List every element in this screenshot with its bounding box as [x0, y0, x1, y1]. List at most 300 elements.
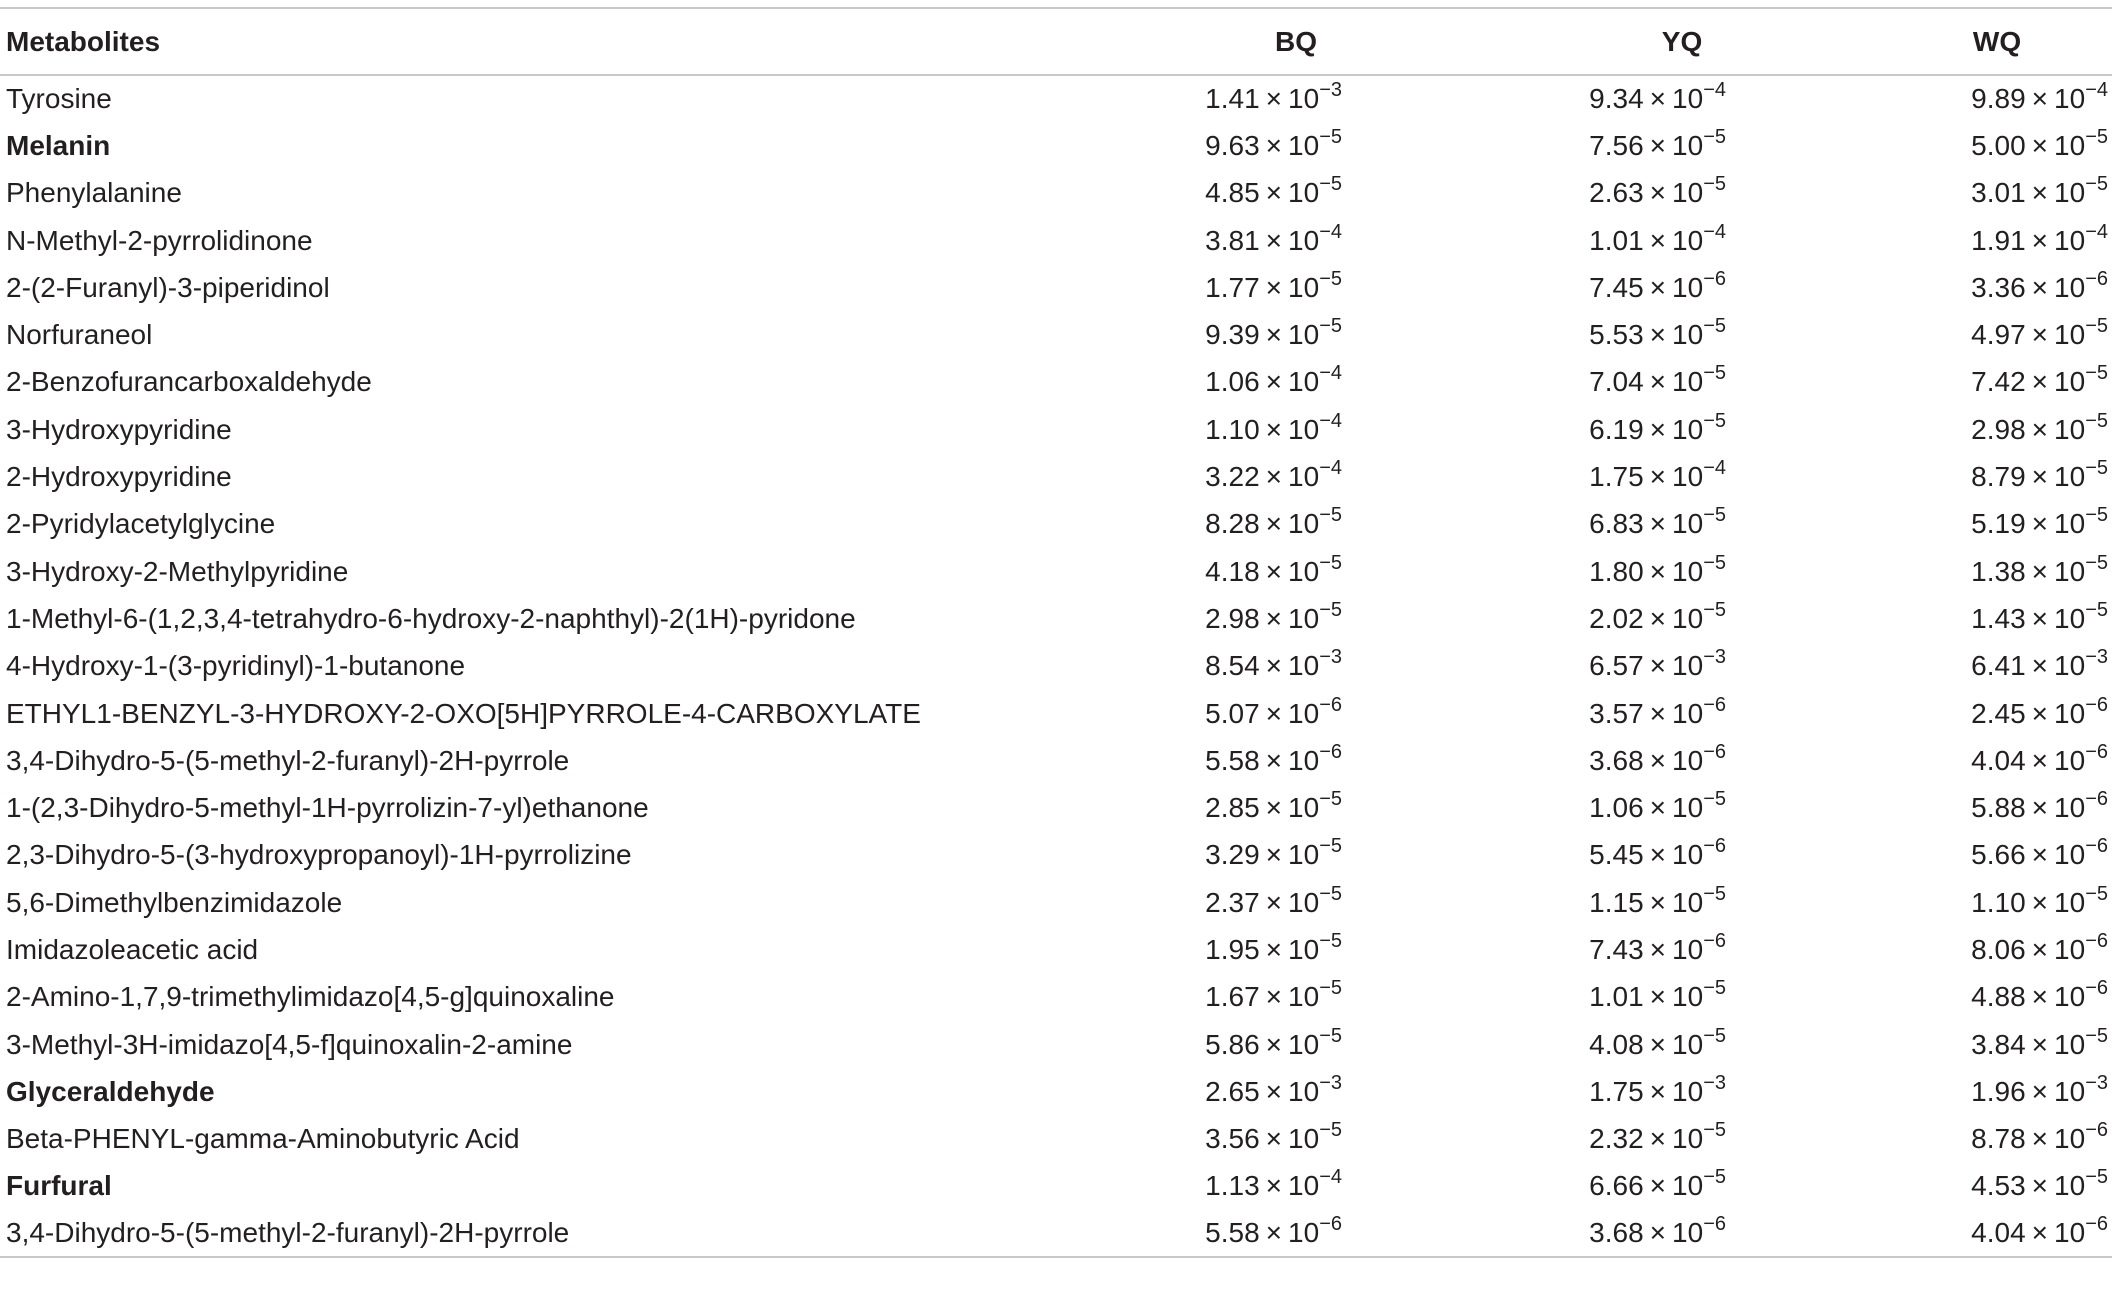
power-base: 10 [1288, 839, 1320, 871]
mantissa: 8.54 [1205, 650, 1260, 682]
table-row [0, 1210, 2112, 1257]
exponent: −5 [2085, 1024, 2108, 1047]
exponent: −3 [1319, 1071, 1342, 1094]
times-symbol: × [2031, 744, 2049, 776]
times-symbol: × [1649, 650, 1667, 682]
value-cell-bq [1110, 359, 1482, 406]
table-row [0, 1163, 2112, 1210]
times-symbol: × [1265, 177, 1283, 209]
times-symbol: × [2031, 129, 2049, 161]
metabolite-name: Norfuraneol [6, 319, 153, 351]
exponent: −5 [2085, 1166, 2108, 1189]
table-row [0, 879, 2112, 926]
mantissa: 1.38 [1971, 555, 2026, 587]
exponent: −5 [2085, 457, 2108, 480]
value-cell-wq [1882, 1210, 2112, 1257]
power-base: 10 [1672, 366, 1704, 398]
mantissa: 7.56 [1589, 129, 1644, 161]
mantissa: 6.19 [1589, 413, 1644, 445]
times-symbol: × [2031, 602, 2049, 634]
table-row [0, 784, 2112, 831]
value-cell-wq [1882, 1163, 2112, 1210]
times-symbol: × [1649, 1028, 1667, 1060]
times-symbol: × [1649, 602, 1667, 634]
metabolite-name: Tyrosine [6, 83, 112, 115]
mantissa: 4.08 [1589, 1028, 1644, 1060]
value-cell-wq [1882, 737, 2112, 784]
exponent: −4 [1703, 79, 1726, 102]
table-row [0, 974, 2112, 1021]
value-cell-bq [1110, 974, 1482, 1021]
times-symbol: × [1265, 1217, 1283, 1249]
value-cell-yq [1482, 643, 1882, 690]
power-base: 10 [2054, 1123, 2086, 1155]
power-base: 10 [1288, 650, 1320, 682]
times-symbol: × [1649, 744, 1667, 776]
times-symbol: × [1649, 224, 1667, 256]
value-cell-bq [1110, 595, 1482, 642]
mantissa: 2.98 [1205, 602, 1260, 634]
table-row [0, 264, 2112, 311]
power-base: 10 [1672, 744, 1704, 776]
times-symbol: × [1265, 366, 1283, 398]
exponent: −6 [2085, 740, 2108, 763]
exponent: −5 [1319, 551, 1342, 574]
exponent: −5 [2085, 362, 2108, 385]
exponent: −3 [1319, 79, 1342, 102]
metabolite-name: 3,4-Dihydro-5-(5-methyl-2-furanyl)-2H-pyrrole [6, 744, 570, 776]
times-symbol: × [1649, 508, 1667, 540]
mantissa: 3.36 [1971, 271, 2026, 303]
value-cell-yq [1482, 170, 1882, 217]
power-base: 10 [1288, 271, 1320, 303]
mantissa: 4.04 [1971, 744, 2026, 776]
exponent: −6 [2085, 977, 2108, 1000]
exponent: −4 [1319, 457, 1342, 480]
power-base: 10 [2054, 177, 2086, 209]
mantissa: 2.98 [1971, 413, 2026, 445]
times-symbol: × [1265, 886, 1283, 918]
exponent: −6 [2085, 929, 2108, 952]
value-cell-bq [1110, 926, 1482, 973]
value-cell-bq [1110, 1068, 1482, 1115]
exponent: −5 [2085, 315, 2108, 338]
mantissa: 1.75 [1589, 461, 1644, 493]
exponent: −3 [2085, 646, 2108, 669]
times-symbol: × [1649, 933, 1667, 965]
mantissa: 1.13 [1205, 1170, 1260, 1202]
value-cell-wq [1882, 406, 2112, 453]
times-symbol: × [1265, 1075, 1283, 1107]
power-base: 10 [2054, 1028, 2086, 1060]
mantissa: 1.15 [1589, 886, 1644, 918]
mantissa: 3.84 [1971, 1028, 2026, 1060]
power-base: 10 [2054, 413, 2086, 445]
mantissa: 5.86 [1205, 1028, 1260, 1060]
power-base: 10 [1288, 981, 1320, 1013]
mantissa: 8.79 [1971, 461, 2026, 493]
power-base: 10 [2054, 366, 2086, 398]
value-cell-yq [1482, 879, 1882, 926]
exponent: −6 [2085, 693, 2108, 716]
mantissa: 3.22 [1205, 461, 1260, 493]
times-symbol: × [2031, 461, 2049, 493]
times-symbol: × [2031, 413, 2049, 445]
mantissa: 1.10 [1205, 413, 1260, 445]
times-symbol: × [1265, 224, 1283, 256]
value-cell-bq [1110, 1163, 1482, 1210]
times-symbol: × [1649, 366, 1667, 398]
mantissa: 2.45 [1971, 697, 2026, 729]
table-row [0, 548, 2112, 595]
value-cell-bq [1110, 1210, 1482, 1257]
table-row [0, 595, 2112, 642]
exponent: −5 [1319, 788, 1342, 811]
value-cell-bq [1110, 643, 1482, 690]
exponent: −6 [1703, 267, 1726, 290]
exponent: −5 [1703, 977, 1726, 1000]
value-cell-bq [1110, 737, 1482, 784]
exponent: −5 [2085, 504, 2108, 527]
times-symbol: × [2031, 224, 2049, 256]
power-base: 10 [1288, 319, 1320, 351]
exponent: −5 [1319, 835, 1342, 858]
value-cell-wq [1882, 122, 2112, 169]
times-symbol: × [1265, 555, 1283, 587]
mantissa: 5.45 [1589, 839, 1644, 871]
power-base: 10 [1672, 1217, 1704, 1249]
column-header-bq: BQ [1275, 25, 1317, 57]
table-body [0, 75, 2112, 1257]
mantissa: 9.89 [1971, 83, 2026, 115]
times-symbol: × [1649, 83, 1667, 115]
exponent: −5 [1319, 977, 1342, 1000]
times-symbol: × [1265, 129, 1283, 161]
mantissa: 4.85 [1205, 177, 1260, 209]
exponent: −6 [2085, 835, 2108, 858]
mantissa: 1.91 [1971, 224, 2026, 256]
power-base: 10 [1288, 697, 1320, 729]
mantissa: 9.34 [1589, 83, 1644, 115]
times-symbol: × [2031, 981, 2049, 1013]
exponent: −5 [1703, 1166, 1726, 1189]
column-header-yq: YQ [1661, 25, 1703, 57]
value-cell-yq [1482, 1021, 1882, 1068]
table-row [0, 926, 2112, 973]
exponent: −5 [1319, 882, 1342, 905]
exponent: −5 [1703, 504, 1726, 527]
mantissa: 1.67 [1205, 981, 1260, 1013]
exponent: −5 [1319, 173, 1342, 196]
times-symbol: × [1265, 319, 1283, 351]
times-symbol: × [1649, 177, 1667, 209]
metabolite-name: Glyceraldehyde [6, 1075, 215, 1107]
value-cell-wq [1882, 264, 2112, 311]
mantissa: 9.39 [1205, 319, 1260, 351]
times-symbol: × [1649, 1217, 1667, 1249]
value-cell-yq [1482, 690, 1882, 737]
value-cell-bq [1110, 217, 1482, 264]
times-symbol: × [1265, 839, 1283, 871]
times-symbol: × [1649, 792, 1667, 824]
column-header-wq: WQ [1972, 25, 2022, 57]
times-symbol: × [2031, 792, 2049, 824]
power-base: 10 [2054, 650, 2086, 682]
times-symbol: × [2031, 650, 2049, 682]
mantissa: 5.19 [1971, 508, 2026, 540]
exponent: −5 [1319, 1119, 1342, 1142]
value-cell-wq [1882, 1116, 2112, 1163]
power-base: 10 [2054, 886, 2086, 918]
times-symbol: × [1265, 1028, 1283, 1060]
mantissa: 2.85 [1205, 792, 1260, 824]
power-base: 10 [1288, 1217, 1320, 1249]
exponent: −5 [1703, 598, 1726, 621]
power-base: 10 [2054, 1170, 2086, 1202]
mantissa: 1.06 [1589, 792, 1644, 824]
exponent: −4 [1319, 1166, 1342, 1189]
value-cell-yq [1482, 501, 1882, 548]
mantissa: 3.68 [1589, 1217, 1644, 1249]
times-symbol: × [1649, 1170, 1667, 1202]
times-symbol: × [1649, 839, 1667, 871]
exponent: −4 [1703, 220, 1726, 243]
power-base: 10 [1672, 886, 1704, 918]
power-base: 10 [1288, 1075, 1320, 1107]
mantissa: 3.57 [1589, 697, 1644, 729]
mantissa: 3.29 [1205, 839, 1260, 871]
value-cell-yq [1482, 548, 1882, 595]
power-base: 10 [1672, 461, 1704, 493]
power-base: 10 [1288, 129, 1320, 161]
power-base: 10 [1672, 650, 1704, 682]
value-cell-wq [1882, 170, 2112, 217]
exponent: −3 [1703, 646, 1726, 669]
times-symbol: × [1649, 319, 1667, 351]
metabolite-name: 1-(2,3-Dihydro-5-methyl-1H-pyrrolizin-7-yl)ethanone [6, 792, 649, 824]
mantissa: 7.43 [1589, 933, 1644, 965]
metabolite-name: 2-Amino-1,7,9-trimethylimidazo[4,5-g]quinoxaline [6, 981, 615, 1013]
table-header [0, 8, 2112, 75]
times-symbol: × [2031, 1170, 2049, 1202]
mantissa: 6.66 [1589, 1170, 1644, 1202]
value-cell-wq [1882, 453, 2112, 500]
mantissa: 6.41 [1971, 650, 2026, 682]
power-base: 10 [1672, 981, 1704, 1013]
value-cell-bq [1110, 311, 1482, 358]
times-symbol: × [2031, 508, 2049, 540]
table-row [0, 217, 2112, 264]
exponent: −5 [2085, 125, 2108, 148]
power-base: 10 [1672, 792, 1704, 824]
times-symbol: × [2031, 1075, 2049, 1107]
exponent: −6 [1703, 835, 1726, 858]
exponent: −6 [2085, 267, 2108, 290]
mantissa: 1.96 [1971, 1075, 2026, 1107]
power-base: 10 [2054, 697, 2086, 729]
value-cell-bq [1110, 879, 1482, 926]
power-base: 10 [2054, 792, 2086, 824]
power-base: 10 [2054, 839, 2086, 871]
power-base: 10 [1288, 933, 1320, 965]
exponent: −5 [1703, 315, 1726, 338]
value-cell-yq [1482, 1068, 1882, 1115]
table-row [0, 122, 2112, 169]
value-cell-yq [1482, 359, 1882, 406]
table-row [0, 690, 2112, 737]
table-row [0, 1021, 2112, 1068]
exponent: −6 [2085, 788, 2108, 811]
times-symbol: × [2031, 839, 2049, 871]
value-cell-yq [1482, 75, 1882, 122]
power-base: 10 [2054, 744, 2086, 776]
exponent: −5 [2085, 598, 2108, 621]
mantissa: 1.06 [1205, 366, 1260, 398]
mantissa: 8.06 [1971, 933, 2026, 965]
mantissa: 6.83 [1589, 508, 1644, 540]
times-symbol: × [1265, 792, 1283, 824]
value-cell-wq [1882, 217, 2112, 264]
value-cell-wq [1882, 548, 2112, 595]
power-base: 10 [1672, 271, 1704, 303]
table-row [0, 75, 2112, 122]
power-base: 10 [1288, 792, 1320, 824]
value-cell-yq [1482, 737, 1882, 784]
power-base: 10 [2054, 319, 2086, 351]
times-symbol: × [2031, 271, 2049, 303]
times-symbol: × [1649, 697, 1667, 729]
exponent: −5 [1703, 409, 1726, 432]
times-symbol: × [1649, 413, 1667, 445]
exponent: −5 [1703, 362, 1726, 385]
power-base: 10 [1672, 555, 1704, 587]
mantissa: 5.00 [1971, 129, 2026, 161]
metabolite-name: 2-Benzofurancarboxaldehyde [6, 366, 372, 398]
times-symbol: × [1649, 886, 1667, 918]
times-symbol: × [1265, 1123, 1283, 1155]
value-cell-wq [1882, 75, 2112, 122]
metabolite-name: 5,6-Dimethylbenzimidazole [6, 886, 343, 918]
power-base: 10 [2054, 508, 2086, 540]
table-row [0, 501, 2112, 548]
power-base: 10 [1288, 508, 1320, 540]
mantissa: 1.10 [1971, 886, 2026, 918]
times-symbol: × [2031, 83, 2049, 115]
mantissa: 7.42 [1971, 366, 2026, 398]
mantissa: 5.66 [1971, 839, 2026, 871]
power-base: 10 [2054, 461, 2086, 493]
times-symbol: × [1265, 933, 1283, 965]
value-cell-bq [1110, 690, 1482, 737]
exponent: −5 [1319, 504, 1342, 527]
mantissa: 1.43 [1971, 602, 2026, 634]
exponent: −6 [2085, 1213, 2108, 1236]
value-cell-wq [1882, 359, 2112, 406]
power-base: 10 [1288, 1028, 1320, 1060]
metabolite-name: 2-Hydroxypyridine [6, 461, 232, 493]
times-symbol: × [1649, 271, 1667, 303]
power-base: 10 [1288, 224, 1320, 256]
power-base: 10 [1672, 839, 1704, 871]
power-base: 10 [1672, 602, 1704, 634]
times-symbol: × [1265, 1170, 1283, 1202]
metabolite-name: 3-Hydroxypyridine [6, 413, 232, 445]
value-cell-wq [1882, 879, 2112, 926]
value-cell-wq [1882, 1021, 2112, 1068]
mantissa: 3.56 [1205, 1123, 1260, 1155]
table-row [0, 1068, 2112, 1115]
metabolite-name: Beta-PHENYL-gamma-Aminobutyric Acid [6, 1123, 520, 1155]
exponent: −5 [1703, 1024, 1726, 1047]
metabolite-name: 3,4-Dihydro-5-(5-methyl-2-furanyl)-2H-pyrrole [6, 1217, 570, 1249]
value-cell-wq [1882, 974, 2112, 1021]
value-cell-yq [1482, 264, 1882, 311]
exponent: −4 [2085, 79, 2108, 102]
exponent: −6 [1703, 1213, 1726, 1236]
mantissa: 5.88 [1971, 792, 2026, 824]
value-cell-bq [1110, 548, 1482, 595]
table-row [0, 359, 2112, 406]
exponent: −5 [1703, 551, 1726, 574]
value-cell-wq [1882, 926, 2112, 973]
times-symbol: × [2031, 1123, 2049, 1155]
times-symbol: × [2031, 933, 2049, 965]
exponent: −6 [1319, 740, 1342, 763]
mantissa: 1.75 [1589, 1075, 1644, 1107]
times-symbol: × [2031, 1028, 2049, 1060]
power-base: 10 [1288, 83, 1320, 115]
power-base: 10 [1672, 1123, 1704, 1155]
value-cell-bq [1110, 1021, 1482, 1068]
power-base: 10 [1288, 1123, 1320, 1155]
header-row [0, 8, 2112, 75]
exponent: −6 [1319, 1213, 1342, 1236]
exponent: −5 [2085, 173, 2108, 196]
value-cell-yq [1482, 453, 1882, 500]
exponent: −6 [1703, 693, 1726, 716]
value-cell-yq [1482, 832, 1882, 879]
metabolite-name: Furfural [6, 1170, 112, 1202]
mantissa: 5.58 [1205, 744, 1260, 776]
exponent: −5 [1319, 1024, 1342, 1047]
exponent: −3 [1703, 1071, 1726, 1094]
times-symbol: × [1265, 413, 1283, 445]
power-base: 10 [1672, 933, 1704, 965]
times-symbol: × [1649, 981, 1667, 1013]
times-symbol: × [1649, 461, 1667, 493]
exponent: −5 [1319, 929, 1342, 952]
table-row [0, 453, 2112, 500]
power-base: 10 [1288, 366, 1320, 398]
mantissa: 3.01 [1971, 177, 2026, 209]
mantissa: 3.81 [1205, 224, 1260, 256]
power-base: 10 [2054, 933, 2086, 965]
mantissa: 2.65 [1205, 1075, 1260, 1107]
exponent: −6 [2085, 1119, 2108, 1142]
value-cell-wq [1882, 690, 2112, 737]
value-cell-yq [1482, 926, 1882, 973]
value-cell-bq [1110, 75, 1482, 122]
value-cell-yq [1482, 406, 1882, 453]
metabolite-name: 2,3-Dihydro-5-(3-hydroxypropanoyl)-1H-pyrrolizine [6, 839, 632, 871]
value-cell-wq [1882, 311, 2112, 358]
times-symbol: × [2031, 366, 2049, 398]
power-base: 10 [1288, 744, 1320, 776]
times-symbol: × [1265, 602, 1283, 634]
power-base: 10 [2054, 981, 2086, 1013]
power-base: 10 [2054, 1217, 2086, 1249]
exponent: −5 [1319, 315, 1342, 338]
